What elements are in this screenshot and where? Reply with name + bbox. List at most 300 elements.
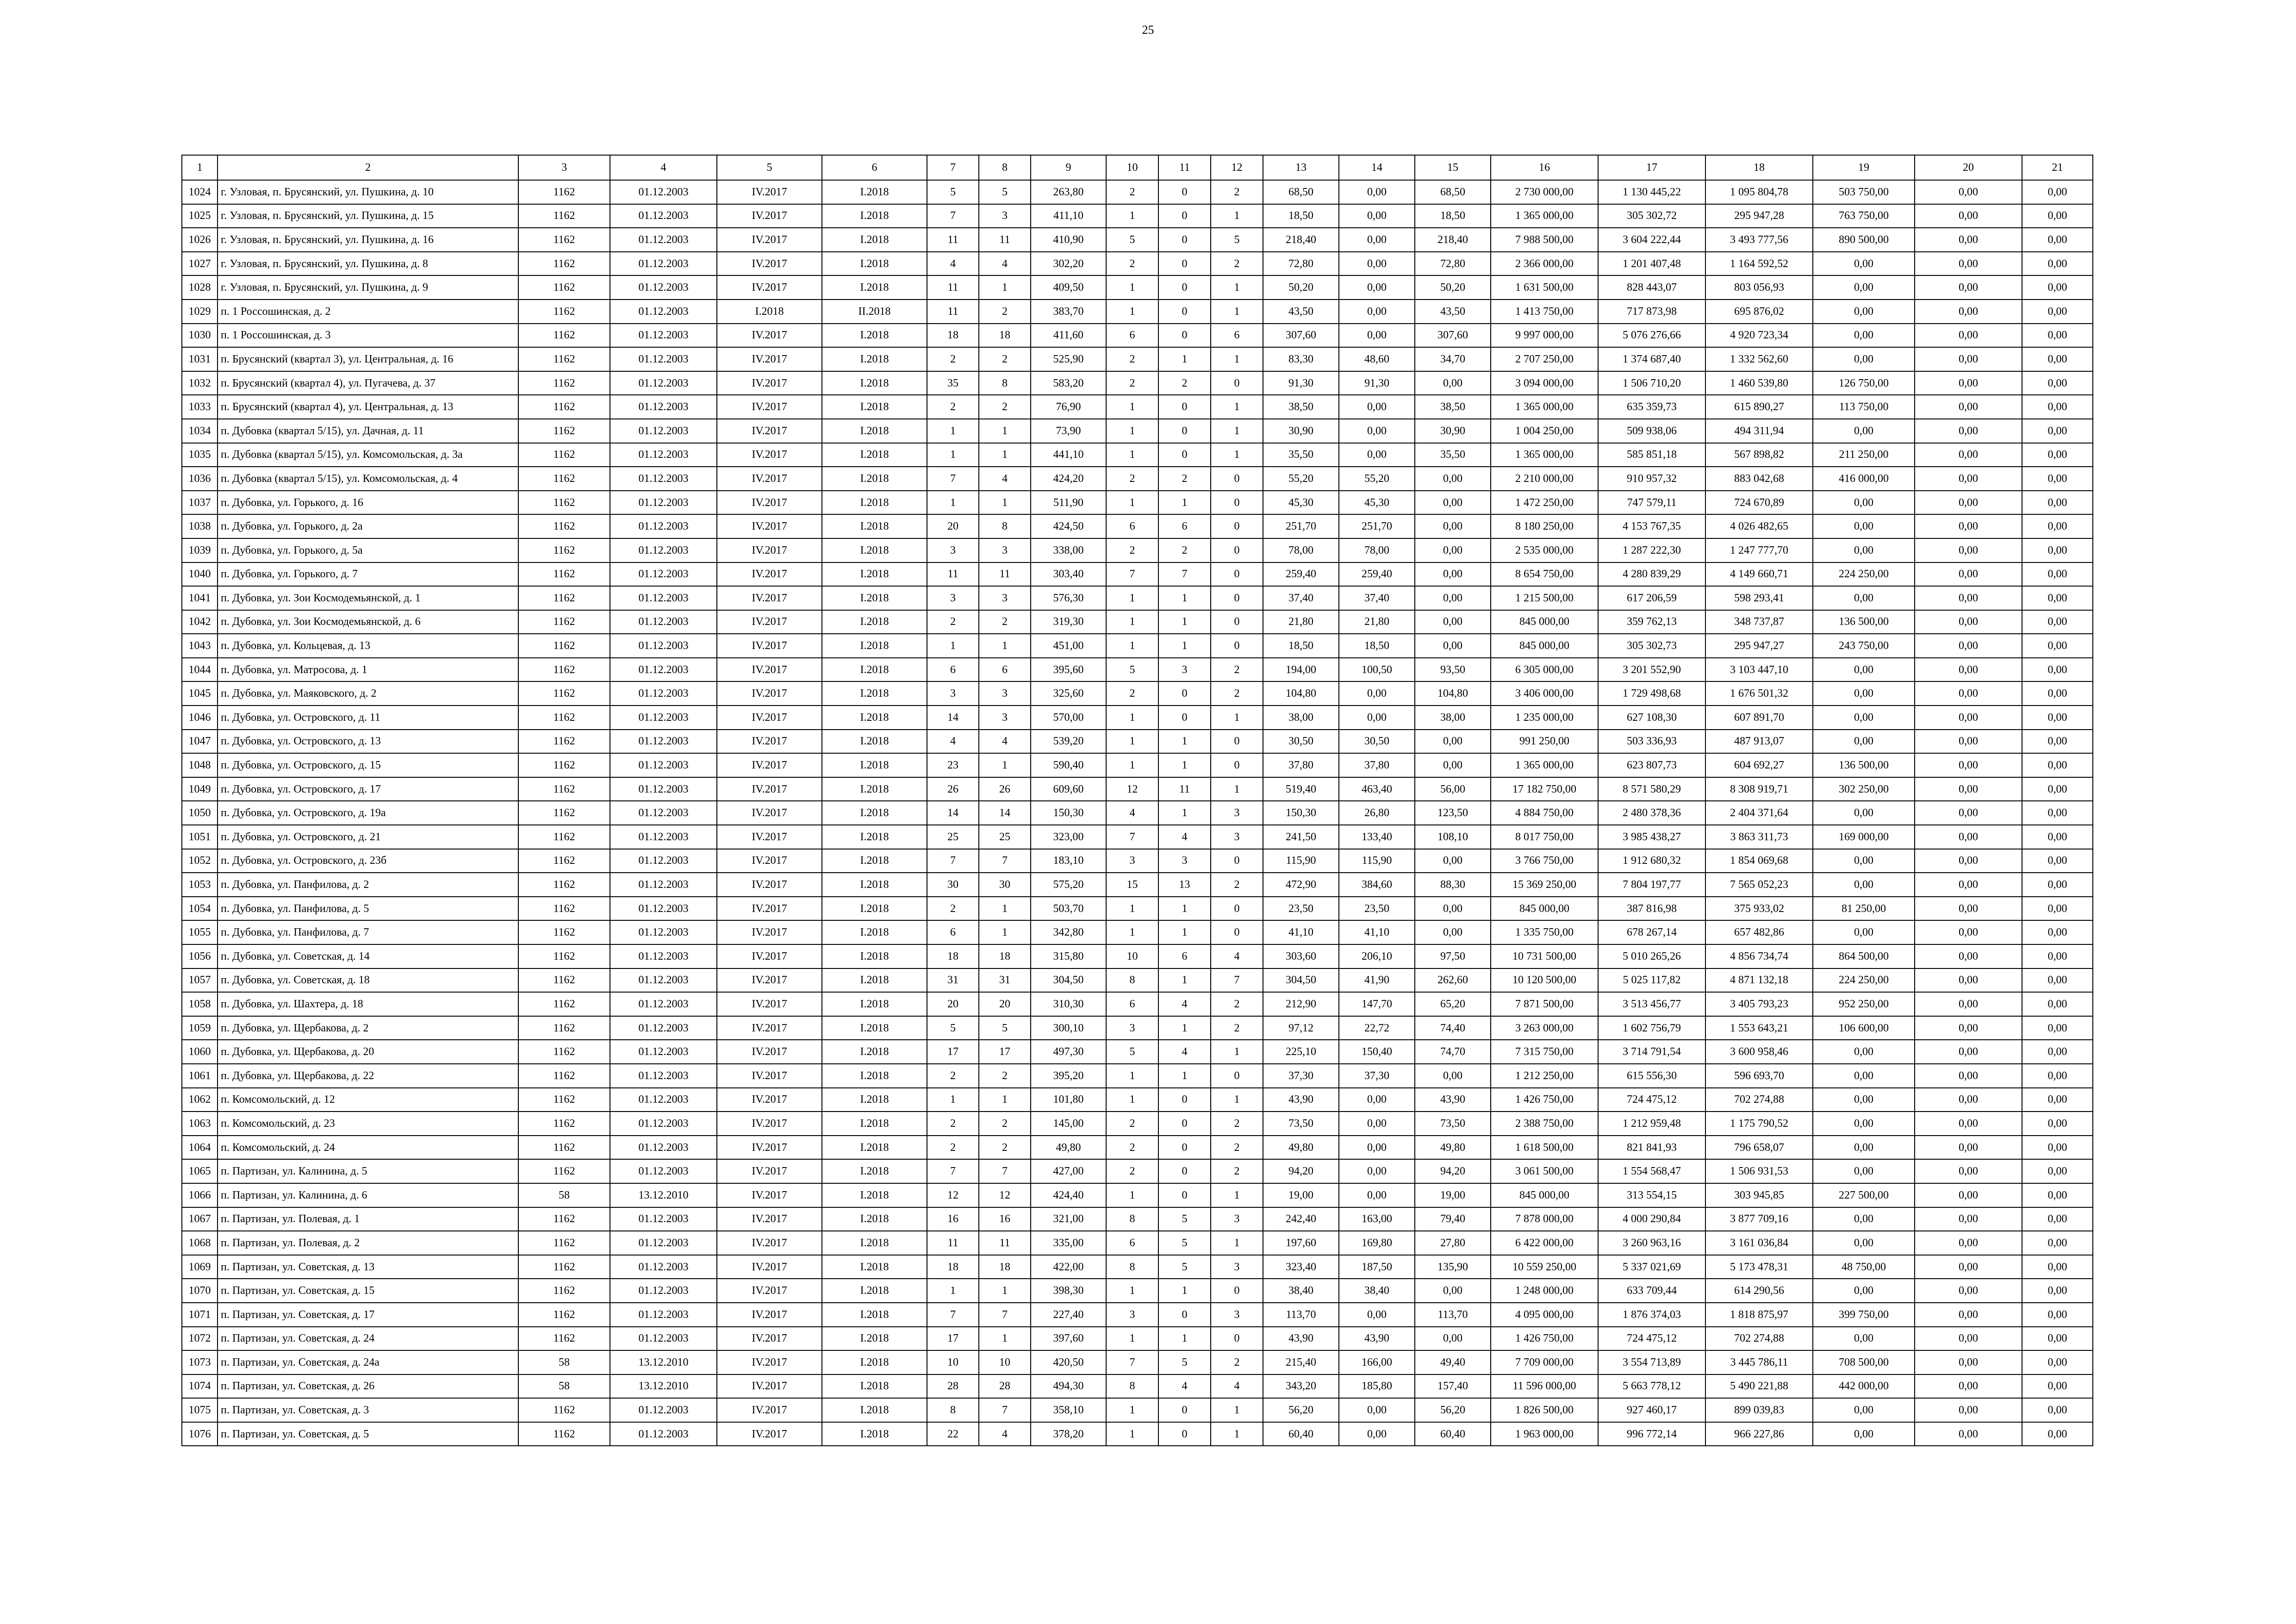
column-header: 16 — [1491, 155, 1598, 180]
table-cell: 1162 — [518, 419, 610, 443]
table-cell: 5 — [927, 1016, 979, 1040]
table-cell: 0,00 — [1813, 681, 1915, 706]
table-cell: 01.12.2003 — [610, 1255, 717, 1279]
table-cell: IV.2017 — [717, 1231, 822, 1255]
table-cell: 1 — [927, 1088, 979, 1112]
table-cell: 966 227,86 — [1705, 1422, 1813, 1446]
table-cell: 1 — [979, 920, 1031, 944]
table-cell: 0,00 — [1915, 1374, 2022, 1399]
table-cell: 43,90 — [1339, 1327, 1415, 1351]
table-cell: 2 — [1211, 1112, 1263, 1136]
table-cell: 5 — [1106, 658, 1158, 682]
table-cell: 8 — [979, 514, 1031, 538]
table-cell: 2 — [1106, 1159, 1158, 1183]
column-header: 7 — [927, 155, 979, 180]
table-cell: 7 — [1211, 968, 1263, 993]
table-cell: 0,00 — [1415, 753, 1491, 777]
table-cell: 01.12.2003 — [610, 1088, 717, 1112]
table-cell: IV.2017 — [717, 920, 822, 944]
table-cell: 1 — [1106, 610, 1158, 634]
table-cell: 17 — [927, 1327, 979, 1351]
table-cell: 0 — [1158, 395, 1211, 419]
table-cell: 262,60 — [1415, 968, 1491, 993]
table-cell: 3 — [979, 538, 1031, 562]
table-cell: I.2018 — [822, 968, 927, 993]
table-cell: 15 — [1106, 873, 1158, 897]
table-cell: 150,30 — [1031, 801, 1106, 825]
table-cell: 0 — [1158, 1422, 1211, 1446]
table-cell: 11 — [927, 562, 979, 587]
table-cell: 1162 — [518, 300, 610, 324]
table-cell: 678 267,14 — [1598, 920, 1705, 944]
table-cell: 11 — [1158, 777, 1211, 801]
table-row — [182, 944, 2093, 968]
table-cell: 01.12.2003 — [610, 920, 717, 944]
table-cell: I.2018 — [822, 1374, 927, 1399]
table-cell: 5 076 276,66 — [1598, 324, 1705, 348]
table-cell: I.2018 — [822, 920, 927, 944]
table-cell: 315,80 — [1031, 944, 1106, 968]
table-cell: 30,50 — [1263, 730, 1339, 754]
table-cell: 38,40 — [1339, 1279, 1415, 1303]
table-cell: 1 818 875,97 — [1705, 1303, 1813, 1327]
table-cell: 7 — [927, 1303, 979, 1327]
table-cell: 302,20 — [1031, 252, 1106, 276]
table-cell: 27,80 — [1415, 1231, 1491, 1255]
table-cell: 927 460,17 — [1598, 1398, 1705, 1422]
table-cell: 5 — [1158, 1231, 1211, 1255]
table-cell: 0,00 — [2022, 371, 2093, 395]
table-cell: 539,20 — [1031, 730, 1106, 754]
table-cell: 4 — [1211, 1374, 1263, 1399]
table-cell: 0,00 — [2022, 753, 2093, 777]
table-cell: 509 938,06 — [1598, 419, 1705, 443]
table-cell: 0,00 — [1915, 371, 2022, 395]
table-cell: 2 — [979, 610, 1031, 634]
table-cell: 01.12.2003 — [610, 1207, 717, 1231]
table-cell: I.2018 — [822, 1040, 927, 1064]
table-cell: 2 — [927, 395, 979, 419]
table-cell: 58 — [518, 1374, 610, 1399]
table-cell: 37,80 — [1339, 753, 1415, 777]
table-cell: 6 — [1106, 992, 1158, 1016]
table-cell: 2 — [1106, 252, 1158, 276]
row-number-cell: 1052 — [182, 849, 218, 873]
row-number-cell: 1069 — [182, 1255, 218, 1279]
row-number-cell: 1029 — [182, 300, 218, 324]
table-cell: 43,90 — [1415, 1088, 1491, 1112]
table-cell: 0 — [1158, 275, 1211, 300]
address-cell: п. Партизан, ул. Советская, д. 24а — [218, 1350, 518, 1374]
address-cell: г. Узловая, п. Брусянский, ул. Пушкина, д. 9 — [218, 275, 518, 300]
table-cell: I.2018 — [822, 538, 927, 562]
table-cell: 1162 — [518, 777, 610, 801]
table-cell: 23 — [927, 753, 979, 777]
table-cell: 0,00 — [1415, 514, 1491, 538]
table-cell: 01.12.2003 — [610, 1231, 717, 1255]
table-cell: 1162 — [518, 347, 610, 371]
table-cell: 55,20 — [1263, 467, 1339, 491]
table-cell: 227 500,00 — [1813, 1183, 1915, 1207]
table-cell: 1162 — [518, 491, 610, 515]
table-cell: 747 579,11 — [1598, 491, 1705, 515]
table-cell: 1 — [1211, 395, 1263, 419]
table-cell: 81 250,00 — [1813, 897, 1915, 921]
table-cell: 1 729 498,68 — [1598, 681, 1705, 706]
table-cell: 0,00 — [1915, 968, 2022, 993]
table-cell: 0 — [1211, 849, 1263, 873]
table-cell: I.2018 — [822, 1255, 927, 1279]
table-cell: 0,00 — [2022, 204, 2093, 228]
table-cell: 0,00 — [1813, 873, 1915, 897]
table-cell: 0,00 — [1339, 419, 1415, 443]
table-cell: 1162 — [518, 395, 610, 419]
table-cell: 49,80 — [1415, 1136, 1491, 1160]
table-cell: 1162 — [518, 275, 610, 300]
row-number-cell: 1065 — [182, 1159, 218, 1183]
table-cell: 01.12.2003 — [610, 730, 717, 754]
table-cell: 321,00 — [1031, 1207, 1106, 1231]
table-cell: 01.12.2003 — [610, 300, 717, 324]
table-cell: 1 — [1158, 753, 1211, 777]
table-cell: 11 — [927, 1231, 979, 1255]
table-cell: IV.2017 — [717, 1279, 822, 1303]
table-row — [182, 992, 2093, 1016]
table-cell: 890 500,00 — [1813, 228, 1915, 252]
table-cell: IV.2017 — [717, 873, 822, 897]
table-cell: 0,00 — [1915, 849, 2022, 873]
table-cell: 1162 — [518, 1064, 610, 1088]
row-number-cell: 1041 — [182, 586, 218, 610]
table-cell: 1 — [979, 275, 1031, 300]
table-row — [182, 1398, 2093, 1422]
table-cell: 1162 — [518, 180, 610, 204]
table-cell: 1 — [1106, 395, 1158, 419]
table-cell: 8 — [1106, 1374, 1158, 1399]
table-cell: 1162 — [518, 204, 610, 228]
table-cell: 76,90 — [1031, 395, 1106, 419]
table-cell: 0 — [1211, 586, 1263, 610]
table-cell: I.2018 — [822, 1231, 927, 1255]
table-cell: 16 — [927, 1207, 979, 1231]
table-cell: 35 — [927, 371, 979, 395]
table-cell: 451,00 — [1031, 634, 1106, 658]
row-number-cell: 1036 — [182, 467, 218, 491]
table-cell: 395,20 — [1031, 1064, 1106, 1088]
address-cell: п. 1 Россошинская, д. 3 — [218, 324, 518, 348]
table-cell: 821 841,93 — [1598, 1136, 1705, 1160]
table-cell: 1162 — [518, 443, 610, 467]
table-cell: 0 — [1158, 180, 1211, 204]
table-cell: 78,00 — [1263, 538, 1339, 562]
table-cell: 1 472 250,00 — [1491, 491, 1598, 515]
row-number-cell: 1024 — [182, 180, 218, 204]
table-cell: 1 — [1106, 706, 1158, 730]
table-cell: 30,50 — [1339, 730, 1415, 754]
column-header: 21 — [2022, 155, 2093, 180]
table-cell: IV.2017 — [717, 538, 822, 562]
table-cell: 242,40 — [1263, 1207, 1339, 1231]
table-cell: 01.12.2003 — [610, 610, 717, 634]
table-cell: 724 475,12 — [1598, 1088, 1705, 1112]
table-cell: 1 826 500,00 — [1491, 1398, 1598, 1422]
table-cell: 4 280 839,29 — [1598, 562, 1705, 587]
address-cell: г. Узловая, п. Брусянский, ул. Пушкина, д. 8 — [218, 252, 518, 276]
table-cell: 8 — [1106, 968, 1158, 993]
table-cell: 1 413 750,00 — [1491, 300, 1598, 324]
table-cell: 18 — [979, 324, 1031, 348]
table-cell: 410,90 — [1031, 228, 1106, 252]
table-cell: 37,30 — [1263, 1064, 1339, 1088]
table-cell: 97,12 — [1263, 1016, 1339, 1040]
table-cell: 845 000,00 — [1491, 610, 1598, 634]
table-cell: 2 — [927, 347, 979, 371]
column-header: 2 — [218, 155, 518, 180]
table-cell: 8 017 750,00 — [1491, 825, 1598, 849]
table-cell: 4 — [979, 467, 1031, 491]
table-cell: 0,00 — [2022, 1136, 2093, 1160]
address-cell: п. Дубовка, ул. Островского, д. 13 — [218, 730, 518, 754]
table-cell: 0,00 — [1339, 1159, 1415, 1183]
table-cell: 7 — [1106, 1350, 1158, 1374]
table-cell: 01.12.2003 — [610, 180, 717, 204]
table-cell: 3 — [1158, 849, 1211, 873]
column-header: 20 — [1915, 155, 2022, 180]
table-cell: 169 000,00 — [1813, 825, 1915, 849]
table-cell: 0,00 — [1415, 467, 1491, 491]
table-cell: 1162 — [518, 586, 610, 610]
table-cell: 8 — [1106, 1207, 1158, 1231]
table-cell: 0,00 — [1415, 562, 1491, 587]
table-cell: 0,00 — [1915, 1207, 2022, 1231]
table-cell: 1 248 000,00 — [1491, 1279, 1598, 1303]
table-cell: I.2018 — [822, 1303, 927, 1327]
table-cell: 11 — [979, 228, 1031, 252]
table-cell: 1 — [979, 897, 1031, 921]
table-cell: I.2018 — [822, 944, 927, 968]
table-cell: 227,40 — [1031, 1303, 1106, 1327]
table-cell: 5 — [1106, 1040, 1158, 1064]
table-cell: 0 — [1211, 634, 1263, 658]
table-cell: 845 000,00 — [1491, 1183, 1598, 1207]
table-cell: 0,00 — [1915, 419, 2022, 443]
table-cell: 3 — [1211, 1255, 1263, 1279]
table-cell: 1 — [1211, 1231, 1263, 1255]
table-cell: 56,20 — [1415, 1398, 1491, 1422]
table-cell: 224 250,00 — [1813, 562, 1915, 587]
table-cell: 0,00 — [1813, 275, 1915, 300]
table-cell: 0,00 — [1415, 1064, 1491, 1088]
table-cell: 0,00 — [1813, 1112, 1915, 1136]
table-row — [182, 1183, 2093, 1207]
table-cell: 1 554 568,47 — [1598, 1159, 1705, 1183]
table-cell: IV.2017 — [717, 1159, 822, 1183]
table-cell: 1162 — [518, 897, 610, 921]
table-cell: 1 — [1158, 730, 1211, 754]
table-cell: 623 807,73 — [1598, 753, 1705, 777]
table-cell: 1 — [1211, 204, 1263, 228]
table-cell: 0,00 — [1915, 467, 2022, 491]
table-cell: 1 — [1106, 443, 1158, 467]
table-cell: 1 212 959,48 — [1598, 1112, 1705, 1136]
table-cell: 104,80 — [1415, 681, 1491, 706]
table-cell: 0 — [1211, 610, 1263, 634]
table-cell: 20 — [927, 992, 979, 1016]
table-cell: 25 — [927, 825, 979, 849]
table-cell: 185,80 — [1339, 1374, 1415, 1399]
table-cell: 1162 — [518, 1207, 610, 1231]
table-cell: 4 — [1211, 944, 1263, 968]
table-cell: 1 — [1106, 1183, 1158, 1207]
table-cell: 0,00 — [1339, 252, 1415, 276]
table-cell: 0,00 — [1915, 180, 2022, 204]
table-cell: I.2018 — [822, 1422, 927, 1446]
table-cell: I.2018 — [822, 1279, 927, 1303]
table-cell: 2 — [1211, 252, 1263, 276]
table-cell: 1162 — [518, 1136, 610, 1160]
page-number: 25 — [1142, 23, 1154, 37]
row-number-cell: 1061 — [182, 1064, 218, 1088]
table-row — [182, 491, 2093, 515]
table-row — [182, 1016, 2093, 1040]
table-cell: IV.2017 — [717, 371, 822, 395]
table-cell: 1 — [1158, 897, 1211, 921]
address-cell: п. Дубовка, ул. Матросова, д. 1 — [218, 658, 518, 682]
table-cell: 0,00 — [2022, 300, 2093, 324]
table-cell: 424,40 — [1031, 1183, 1106, 1207]
table-cell: 2 — [1106, 681, 1158, 706]
table-cell: 0 — [1158, 1183, 1211, 1207]
table-cell: 74,70 — [1415, 1040, 1491, 1064]
table-cell: 305 302,72 — [1598, 204, 1705, 228]
table-cell: 01.12.2003 — [610, 944, 717, 968]
table-cell: 150,40 — [1339, 1040, 1415, 1064]
table-cell: 18 — [979, 944, 1031, 968]
table-cell: 212,90 — [1263, 992, 1339, 1016]
table-cell: 4 095 000,00 — [1491, 1303, 1598, 1327]
address-cell: п. Дубовка (квартал 5/15), ул. Дачная, д. 11 — [218, 419, 518, 443]
table-cell: 11 596 000,00 — [1491, 1374, 1598, 1399]
table-cell: 2 388 750,00 — [1491, 1112, 1598, 1136]
table-row — [182, 658, 2093, 682]
table-cell: 65,20 — [1415, 992, 1491, 1016]
table-cell: 0,00 — [1339, 1422, 1415, 1446]
table-cell: 01.12.2003 — [610, 777, 717, 801]
table-cell: 0,00 — [1915, 610, 2022, 634]
table-cell: 01.12.2003 — [610, 371, 717, 395]
table-cell: I.2018 — [822, 1112, 927, 1136]
address-cell: п. Дубовка, ул. Островского, д. 19а — [218, 801, 518, 825]
table-cell: 17 — [979, 1040, 1031, 1064]
table-cell: IV.2017 — [717, 1136, 822, 1160]
table-row — [182, 873, 2093, 897]
table-cell: 5 010 265,26 — [1598, 944, 1705, 968]
table-cell: IV.2017 — [717, 658, 822, 682]
table-cell: 0,00 — [1813, 706, 1915, 730]
table-cell: 259,40 — [1339, 562, 1415, 587]
table-cell: 1 — [1211, 419, 1263, 443]
table-cell: 0,00 — [1339, 1136, 1415, 1160]
table-cell: 1 247 777,70 — [1705, 538, 1813, 562]
row-number-cell: 1058 — [182, 992, 218, 1016]
table-cell: 7 988 500,00 — [1491, 228, 1598, 252]
table-cell: 2 730 000,00 — [1491, 180, 1598, 204]
table-cell: 3 406 000,00 — [1491, 681, 1598, 706]
table-cell: 1 — [979, 1327, 1031, 1351]
table-cell: IV.2017 — [717, 204, 822, 228]
row-number-cell: 1044 — [182, 658, 218, 682]
table-cell: 45,30 — [1339, 491, 1415, 515]
row-number-cell: 1053 — [182, 873, 218, 897]
table-cell: 34,70 — [1415, 347, 1491, 371]
table-cell: 0,00 — [2022, 228, 2093, 252]
table-cell: 607 891,70 — [1705, 706, 1813, 730]
table-cell: 0,00 — [1339, 1398, 1415, 1422]
table-cell: 0,00 — [1813, 419, 1915, 443]
table-cell: 0,00 — [1813, 347, 1915, 371]
table-cell: 101,80 — [1031, 1088, 1106, 1112]
table-cell: 97,50 — [1415, 944, 1491, 968]
table-cell: 5 025 117,82 — [1598, 968, 1705, 993]
table-cell: 251,70 — [1339, 514, 1415, 538]
table-cell: 2 — [927, 610, 979, 634]
table-row — [182, 1231, 2093, 1255]
table-cell: 0,00 — [2022, 1183, 2093, 1207]
table-cell: 8 — [979, 371, 1031, 395]
table-cell: 1 — [979, 634, 1031, 658]
table-cell: 0,00 — [1915, 753, 2022, 777]
table-cell: 0,00 — [1915, 944, 2022, 968]
table-cell: 2 — [1158, 467, 1211, 491]
table-cell: 590,40 — [1031, 753, 1106, 777]
table-cell: 2 — [1211, 1350, 1263, 1374]
table-cell: 0 — [1158, 681, 1211, 706]
table-cell: IV.2017 — [717, 968, 822, 993]
table-cell: 1 — [1106, 1088, 1158, 1112]
table-cell: 01.12.2003 — [610, 1064, 717, 1088]
column-header: 11 — [1158, 155, 1211, 180]
table-cell: 73,90 — [1031, 419, 1106, 443]
table-cell: 3 714 791,54 — [1598, 1040, 1705, 1064]
table-cell: 0 — [1211, 514, 1263, 538]
table-cell: I.2018 — [822, 610, 927, 634]
table-cell: 0,00 — [1813, 730, 1915, 754]
table-cell: 1 — [927, 1279, 979, 1303]
table-cell: 2 707 250,00 — [1491, 347, 1598, 371]
table-cell: 0,00 — [1415, 849, 1491, 873]
table-cell: I.2018 — [822, 562, 927, 587]
table-cell: 0,00 — [2022, 419, 2093, 443]
table-cell: 5 — [1158, 1255, 1211, 1279]
address-cell: п. Дубовка, ул. Советская, д. 14 — [218, 944, 518, 968]
row-number-cell: 1037 — [182, 491, 218, 515]
table-cell: IV.2017 — [717, 586, 822, 610]
table-row — [182, 275, 2093, 300]
table-cell: 3 — [979, 586, 1031, 610]
table-cell: 14 — [927, 801, 979, 825]
table-cell: 23,50 — [1263, 897, 1339, 921]
table-cell: 01.12.2003 — [610, 897, 717, 921]
table-cell: 106 600,00 — [1813, 1016, 1915, 1040]
table-cell: 100,50 — [1339, 658, 1415, 682]
table-cell: 0,00 — [2022, 1064, 2093, 1088]
table-cell: 0,00 — [1915, 1398, 2022, 1422]
table-cell: 3 201 552,90 — [1598, 658, 1705, 682]
table-cell: 0,00 — [1339, 1088, 1415, 1112]
table-cell: 01.12.2003 — [610, 1016, 717, 1040]
table-cell: 0,00 — [1813, 586, 1915, 610]
table-cell: 2 535 000,00 — [1491, 538, 1598, 562]
